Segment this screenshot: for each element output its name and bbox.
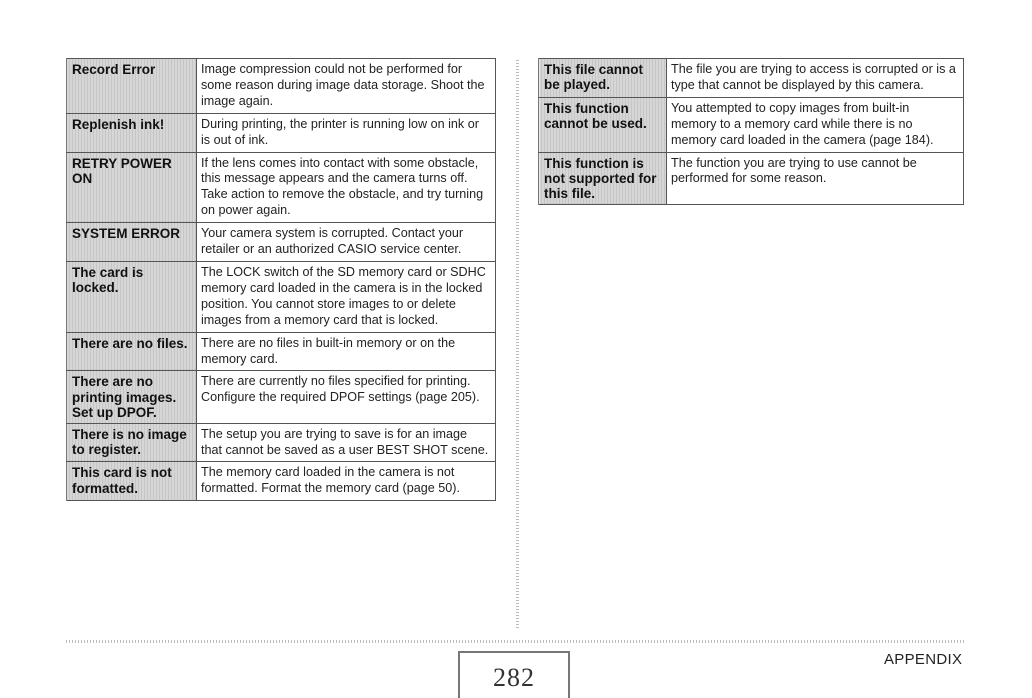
message-cell: SYSTEM ERROR [67, 223, 197, 262]
column-divider [516, 58, 519, 628]
message-cell: There are no printing images. Set up DPOF. [67, 371, 197, 423]
description-cell: Image compression could not be performed for some reason during image data storage. Shoot the image again. [197, 59, 496, 114]
message-cell: This card is not formatted. [67, 462, 197, 501]
footer-divider [66, 640, 966, 643]
table-row [67, 59, 496, 114]
table-row [539, 152, 964, 204]
page-number-box [458, 651, 570, 698]
description-cell: Your camera system is corrupted. Contact your retailer or an authorized CASIO service center. [197, 223, 496, 262]
table-row [67, 152, 496, 223]
description-cell: The setup you are trying to save is for an image that cannot be saved as a user BEST SHOT scene. [197, 423, 496, 462]
message-cell: There is no image to register. [67, 423, 197, 462]
message-cell: Record Error [67, 59, 197, 114]
description-cell: You attempted to copy images from built-in memory to a memory card while there is no memory card loaded in the camera (page 184). [667, 97, 964, 152]
page-number: 282 [493, 662, 535, 692]
description-cell: If the lens comes into contact with some obstacle, this message appears and the camera turns off. Take action to remove the obstacle, and try turning on power again. [197, 152, 496, 223]
table-row [67, 371, 496, 423]
table-row [539, 97, 964, 152]
table-row [67, 423, 496, 462]
table-row [67, 261, 496, 332]
description-cell: The LOCK switch of the SD memory card or SDHC memory card loaded in the camera is in the locked position. You cannot store images to or delete images from a memory card that is locked. [197, 261, 496, 332]
message-cell: This file cannot be played. [539, 59, 667, 98]
table-row [539, 59, 964, 98]
description-cell: During printing, the printer is running low on ink or is out of ink. [197, 113, 496, 152]
description-cell: There are currently no files specified for printing. Configure the required DPOF settings (page 205). [197, 371, 496, 423]
table-row [67, 462, 496, 501]
message-cell: RETRY POWER ON [67, 152, 197, 223]
description-cell: The memory card loaded in the camera is not formatted. Format the memory card (page 50). [197, 462, 496, 501]
message-cell: This function is not supported for this file. [539, 152, 667, 204]
left-message-table [66, 58, 496, 501]
right-message-table [538, 58, 964, 205]
table-row [67, 113, 496, 152]
table-row [67, 223, 496, 262]
description-cell: The file you are trying to access is corrupted or is a type that cannot be displayed by this camera. [667, 59, 964, 98]
description-cell: The function you are trying to use cannot be performed for some reason. [667, 152, 964, 204]
message-cell: Replenish ink! [67, 113, 197, 152]
description-cell: There are no files in built-in memory or on the memory card. [197, 332, 496, 371]
message-cell: There are no files. [67, 332, 197, 371]
section-label: APPENDIX [884, 651, 963, 668]
message-cell: The card is locked. [67, 261, 197, 332]
table-row [67, 332, 496, 371]
message-cell: This function cannot be used. [539, 97, 667, 152]
